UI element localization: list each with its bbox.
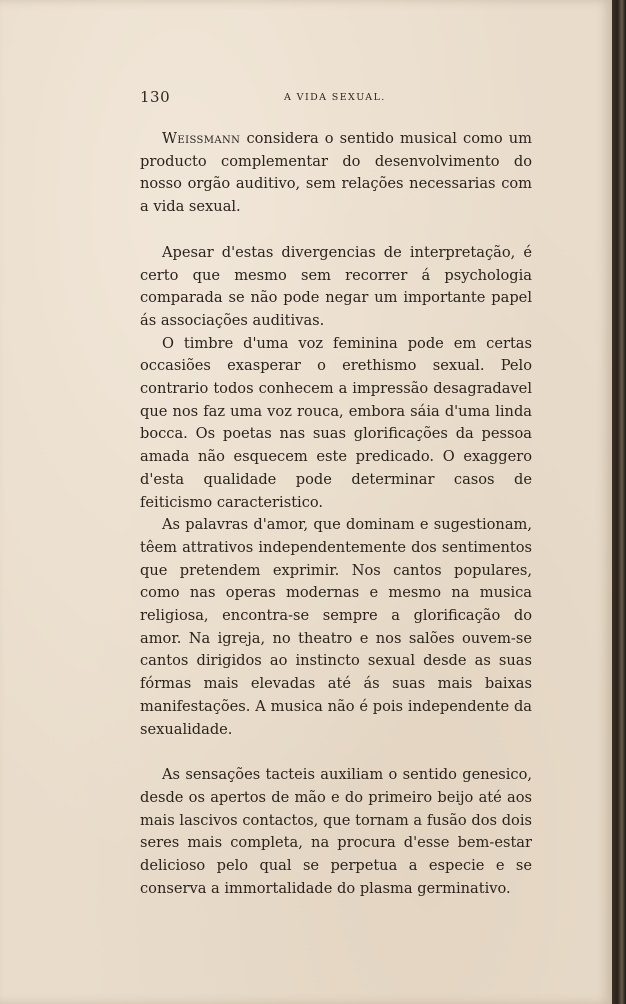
paragraph-weissmann [140, 128, 532, 219]
paragraph-timbre: O timbre d'uma voz feminina pode em certas occasiões exasperar o erethismo sexual. Pelo contrario todos conhecem a impressão desagradavel que nos faz uma voz rouca, embora sáia d'uma linda bocca. Os poetas nas suas glorificações da pessoa amada não esquecem este predicado. O exaggero d'esta qualidade pode determinar casos de feiticismo caracteristico. [140, 334, 532, 511]
page-number: 130 [140, 88, 171, 106]
page-header [140, 88, 532, 112]
running-head: A VIDA SEXUAL. [284, 92, 386, 103]
page-edge [612, 0, 626, 1004]
body-text [140, 128, 532, 901]
paragraph-sensacoes-tacteis: As sensações tacteis auxiliam o sentido genesico, desde os apertos de mão e do primeiro beijo até aos mais lascivos contactos, que tornam a fusão dos dois seres mais completa, na procura d'esse bem-estar delicioso pelo qual se perpetua a especie e se conserva a immortalidade do plasma germinativo. [140, 766, 532, 897]
paragraph-divergencias: Apesar d'estas divergencias de interpretação, é certo que mesmo sem recorrer á psychologia comparada se não pode negar um importante papel ás associações auditivas. [140, 243, 532, 329]
author-name: Weissmann [162, 130, 241, 147]
paragraph-palavras-amor: As palavras d'amor, que dominam e sugestionam, têem attrativos independentemente dos sentimentos que pretendem exprimir. Nos cantos populares, como nas operas modernas e mesmo na musica religiosa, encontra-se sempre a glorificação do amor. Na igreja, no theatro e nos salões ouvem-se cantos dirigidos ao instincto sexual desde as suas fórmas mais elevadas até ás suas mais baixas manifestações. A musica não é pois independente da sexualidade. [140, 516, 532, 738]
paragraph-text: considera o sentido musical como um producto complementar do desenvolvimento do nosso orgão auditivo, sem relações necessarias com a vida sexual. [140, 130, 532, 216]
